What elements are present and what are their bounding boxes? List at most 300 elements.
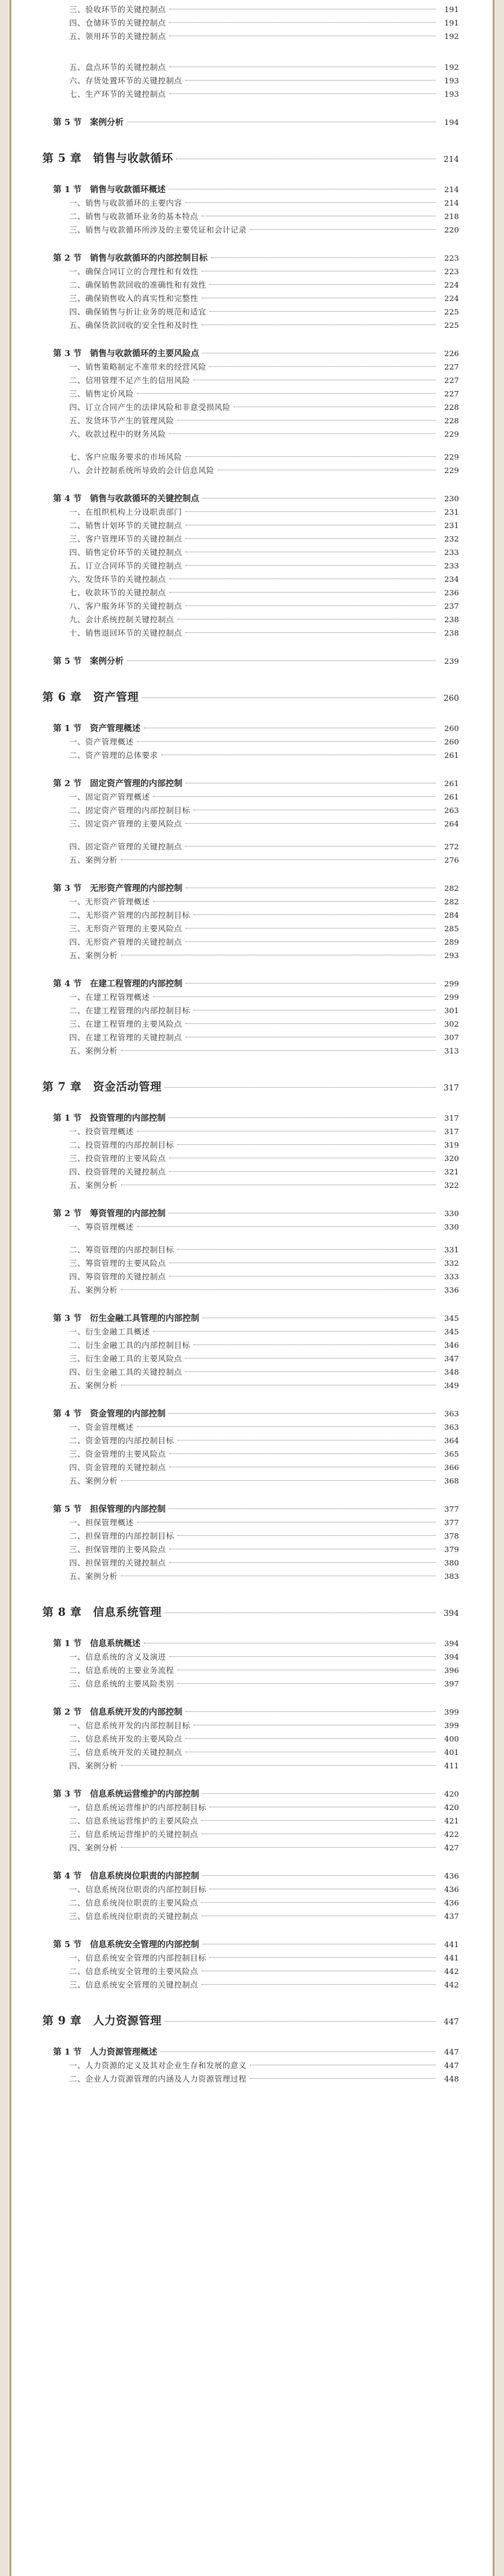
toc-item[interactable]: [42, 320, 459, 333]
toc-title: 一、固定资产管理概述: [69, 792, 150, 802]
dot-leader: [185, 80, 435, 81]
toc-title: 四、案例分析: [69, 1761, 118, 1770]
toc-chapter[interactable]: [42, 1603, 459, 1623]
page-number: 227: [444, 376, 459, 385]
toc-item[interactable]: [42, 75, 459, 89]
toc-item[interactable]: [42, 306, 459, 320]
page-number: 227: [444, 362, 459, 372]
dot-leader: [169, 1276, 435, 1277]
toc-item[interactable]: [42, 280, 459, 293]
toc-title: 一、担保管理概述: [69, 1518, 134, 1527]
toc-item[interactable]: [42, 402, 459, 415]
page-number: 436: [444, 1871, 459, 1881]
toc-title: 三、信息系统安全管理的关键控制点: [69, 1980, 198, 1989]
dot-leader: [210, 311, 435, 312]
page-number: 394: [444, 1652, 459, 1662]
page-number: 234: [444, 574, 459, 584]
toc-item[interactable]: [42, 1449, 459, 1462]
toc-title: 第 5 节 案例分析: [53, 117, 124, 127]
toc-section[interactable]: [42, 977, 459, 992]
toc-item[interactable]: [42, 1244, 459, 1258]
toc-item[interactable]: [42, 1180, 459, 1193]
toc-title: 第 3 节 销售与收款循环的主要风险点: [53, 348, 200, 358]
toc-section[interactable]: [42, 1312, 459, 1326]
toc-item[interactable]: [42, 1367, 459, 1380]
toc-item[interactable]: [42, 293, 459, 306]
page-number: 379: [444, 1545, 459, 1554]
dot-leader: [121, 1480, 435, 1481]
toc-item[interactable]: [42, 1045, 459, 1059]
toc-item[interactable]: [42, 1571, 459, 1584]
dot-leader: [137, 1226, 435, 1227]
page-number: 377: [444, 1518, 459, 1527]
toc-title: 一、筹资管理概述: [69, 1222, 134, 1232]
toc-chapter[interactable]: [42, 1078, 459, 1098]
toc-item[interactable]: [42, 791, 459, 805]
toc-item[interactable]: [42, 628, 459, 641]
page-number: 276: [444, 855, 459, 865]
toc-item[interactable]: [42, 1258, 459, 1271]
page-gap: [42, 44, 459, 62]
toc-item[interactable]: [42, 1140, 459, 1153]
toc-item[interactable]: [42, 614, 459, 628]
page-number: 397: [444, 1679, 459, 1688]
toc-title: 六、发货环节的关键控制点: [69, 574, 166, 584]
toc-title: 三、销售定价风险: [69, 389, 134, 398]
toc-item[interactable]: [42, 1720, 459, 1733]
toc-item[interactable]: [42, 31, 459, 44]
toc-title: 第 5 节 信息系统安全管理的内部控制: [53, 1939, 200, 1949]
toc-title: 一、资产管理概述: [69, 737, 134, 746]
toc-item[interactable]: [42, 2073, 459, 2087]
page-number: 192: [444, 62, 459, 72]
toc-title: 三、筹资管理的主要风险点: [69, 1258, 166, 1268]
page-number: 411: [444, 1761, 459, 1770]
toc-item[interactable]: [42, 736, 459, 750]
toc-title: 二、信息系统岗位职责的主要风险点: [69, 1898, 198, 1907]
toc-title: 第 4 节 在建工程管理的内部控制: [53, 978, 183, 988]
dot-leader: [177, 1440, 435, 1441]
toc-item[interactable]: [42, 1760, 459, 1774]
toc-item[interactable]: [42, 1678, 459, 1692]
toc-item[interactable]: [42, 855, 459, 868]
toc-title: 第 7 章 资金活动管理: [42, 1080, 162, 1093]
toc-item[interactable]: [42, 601, 459, 614]
toc-title: 五、案例分析: [69, 1476, 118, 1486]
dot-leader: [121, 859, 435, 860]
dot-leader: [169, 93, 435, 94]
dot-leader: [202, 1793, 435, 1794]
toc-section[interactable]: [42, 116, 459, 130]
toc-title: 三、信息系统的主要风险类别: [69, 1679, 174, 1688]
dot-leader: [169, 578, 435, 579]
toc-item[interactable]: [42, 1475, 459, 1489]
dot-leader: [121, 1765, 435, 1766]
toc-title: 一、衍生金融工具概述: [69, 1327, 150, 1336]
page-number: 299: [444, 979, 459, 988]
toc-title: 五、案例分析: [69, 1381, 118, 1390]
page-number: 194: [444, 118, 459, 127]
toc-chapter[interactable]: [42, 2012, 459, 2032]
page-number: 301: [444, 1006, 459, 1015]
toc-item[interactable]: [42, 805, 459, 818]
toc-item[interactable]: [42, 1815, 459, 1829]
toc-title: 三、确保销售收入的真实性和完整性: [69, 294, 198, 303]
page-number: 317: [444, 1083, 459, 1092]
toc-section[interactable]: [42, 1207, 459, 1221]
toc-item[interactable]: [42, 1557, 459, 1571]
toc-title: 二、资金管理的内部控制目标: [69, 1436, 174, 1445]
toc-item[interactable]: [42, 1966, 459, 1979]
page-number: 333: [444, 1272, 459, 1281]
toc-item[interactable]: [42, 429, 459, 442]
dot-leader: [185, 565, 435, 566]
toc-title: 四、确保销售与折让业务的规范和适宜: [69, 307, 206, 316]
toc-item[interactable]: [42, 547, 459, 560]
toc-item[interactable]: [42, 520, 459, 533]
toc-title: 四、案例分析: [69, 1843, 118, 1852]
toc-title: 四、固定资产管理的关键控制点: [69, 842, 182, 851]
toc-title: 一、人力资源的定义及其对企业生存和发展的意义: [69, 2061, 247, 2070]
toc-title: 一、在组织机构上分设职责部门: [69, 507, 182, 517]
toc-item[interactable]: [42, 1979, 459, 1993]
page-number: 345: [444, 1314, 459, 1323]
page-number: 224: [444, 294, 459, 303]
toc-item[interactable]: [42, 937, 459, 950]
dot-leader: [202, 1820, 435, 1821]
page-number: 229: [444, 452, 459, 462]
toc-title: 五、案例分析: [69, 951, 118, 960]
toc-item[interactable]: [42, 910, 459, 923]
page-number: 363: [444, 1409, 459, 1418]
page-number: 228: [444, 416, 459, 425]
toc-item[interactable]: [42, 560, 459, 574]
toc-title: 一、信息系统运营维护的内部控制目标: [69, 1803, 206, 1812]
toc-title: 第 3 节 无形资产管理的内部控制: [53, 883, 183, 893]
page-number: 238: [444, 628, 459, 638]
toc-item[interactable]: [42, 750, 459, 763]
toc-title: 一、无形资产管理概述: [69, 897, 150, 906]
toc-title: 八、客户服务环节的关键控制点: [69, 601, 182, 611]
page-number: 214: [444, 185, 459, 194]
dot-leader: [250, 229, 435, 230]
page-number: 441: [444, 1953, 459, 1963]
page-number: 330: [444, 1209, 459, 1218]
page-number: 282: [444, 897, 459, 906]
toc-item[interactable]: [42, 1126, 459, 1140]
page-number: 442: [444, 1967, 459, 1976]
toc-section[interactable]: [42, 251, 459, 266]
toc-item[interactable]: [42, 1531, 459, 1544]
toc-item[interactable]: [42, 1221, 459, 1235]
toc-section[interactable]: [42, 1938, 459, 1952]
page-number: 284: [444, 910, 459, 920]
toc-item[interactable]: [42, 1005, 459, 1019]
toc-item[interactable]: [42, 1842, 459, 1856]
toc-title: 第 1 节 人力资源管理概述: [53, 2047, 157, 2057]
page-number: 330: [444, 1222, 459, 1232]
dot-leader: [137, 393, 435, 394]
dot-leader: [169, 22, 435, 23]
dot-leader: [177, 1683, 435, 1684]
page-number: 319: [444, 1140, 459, 1150]
page-number: 345: [444, 1327, 459, 1336]
toc-title: 二、信息系统运营维护的主要风险点: [69, 1816, 198, 1826]
toc-item[interactable]: [42, 1353, 459, 1367]
page-number: 272: [444, 842, 459, 851]
page-number: 346: [444, 1340, 459, 1350]
toc-item[interactable]: [42, 198, 459, 211]
toc-item[interactable]: [42, 224, 459, 238]
toc-item[interactable]: [42, 1829, 459, 1842]
toc-section[interactable]: [42, 183, 459, 198]
page-number: 349: [444, 1381, 459, 1390]
toc-item[interactable]: [42, 361, 459, 375]
page-number: 263: [444, 806, 459, 815]
toc-title: 二、销售计划环节的关键控制点: [69, 521, 182, 530]
page-number: 383: [444, 1572, 459, 1581]
toc-item[interactable]: [42, 388, 459, 402]
toc-title: 三、信息系统运营维护的关键控制点: [69, 1830, 198, 1839]
toc-item[interactable]: [42, 452, 459, 465]
page-number: 427: [444, 1843, 459, 1852]
page-number: 436: [444, 1898, 459, 1907]
page-number: 364: [444, 1436, 459, 1445]
toc-item[interactable]: [42, 375, 459, 388]
toc-item[interactable]: [42, 89, 459, 102]
toc-item[interactable]: [42, 896, 459, 910]
toc-item[interactable]: [42, 1884, 459, 1897]
toc-page: [9, 0, 495, 2576]
toc-title: 第 2 节 固定资产管理的内部控制: [53, 778, 183, 788]
toc-title: 二、信息系统安全管理的主要风险点: [69, 1967, 198, 1976]
toc-item[interactable]: [42, 574, 459, 587]
toc-item[interactable]: [42, 533, 459, 547]
toc-item[interactable]: [42, 1422, 459, 1435]
toc-title: 第 8 章 信息系统管理: [42, 1606, 162, 1619]
toc-chapter[interactable]: [42, 149, 459, 169]
toc-item[interactable]: [42, 1019, 459, 1032]
page-number: 226: [444, 349, 459, 358]
page-number: 447: [444, 2061, 459, 2070]
dot-leader: [177, 420, 435, 421]
dot-leader: [169, 433, 435, 434]
toc-title: 三、衍生金融工具的主要风险点: [69, 1354, 182, 1363]
toc-item[interactable]: [42, 415, 459, 429]
dot-leader: [161, 2051, 435, 2052]
toc-item[interactable]: [42, 1166, 459, 1180]
toc-item[interactable]: [42, 818, 459, 832]
toc-item[interactable]: [42, 841, 459, 855]
toc-section[interactable]: [42, 1705, 459, 1720]
toc-item[interactable]: [42, 950, 459, 963]
dot-leader: [185, 823, 435, 824]
toc-section[interactable]: [42, 2045, 459, 2060]
toc-item[interactable]: [42, 1911, 459, 1924]
toc-title: 第 5 节 担保管理的内部控制: [53, 1504, 166, 1514]
dot-leader: [165, 2021, 435, 2022]
toc-title: 第 4 节 资金管理的内部控制: [53, 1408, 166, 1418]
toc-title: 第 1 节 投资管理的内部控制: [53, 1113, 166, 1123]
toc-title: 二、信用管理不足产生的信用风险: [69, 376, 190, 385]
toc-item[interactable]: [42, 211, 459, 224]
page-number: 368: [444, 1476, 459, 1486]
toc-item[interactable]: [42, 1285, 459, 1298]
dot-leader: [194, 1344, 435, 1345]
toc-section[interactable]: [42, 1111, 459, 1126]
page-number: 447: [444, 2017, 459, 2026]
toc-item[interactable]: [42, 1462, 459, 1475]
dot-leader: [185, 983, 435, 984]
dot-leader: [169, 1262, 435, 1263]
toc-item[interactable]: [42, 266, 459, 280]
toc-item[interactable]: [42, 923, 459, 937]
dot-leader: [169, 1453, 435, 1454]
dot-leader: [165, 1087, 435, 1088]
toc-section[interactable]: [42, 1869, 459, 1884]
dot-leader: [121, 1289, 435, 1290]
toc-item[interactable]: [42, 1032, 459, 1045]
toc-title: 五、案例分析: [69, 1046, 118, 1056]
toc-section[interactable]: [42, 777, 459, 791]
page-number: 293: [444, 951, 459, 960]
dot-leader: [169, 1117, 435, 1118]
toc-title: 七、客户应服务要求的市场风险: [69, 452, 182, 462]
dot-leader: [210, 366, 435, 367]
toc-title: 二、信息系统开发的主要风险点: [69, 1734, 182, 1744]
toc-item[interactable]: [42, 62, 459, 75]
toc-title: 四、筹资管理的关键控制点: [69, 1272, 166, 1281]
dot-leader: [211, 257, 435, 258]
dot-leader: [250, 2078, 435, 2079]
toc-section[interactable]: [42, 347, 459, 361]
toc-item[interactable]: [42, 1733, 459, 1747]
page-number: 366: [444, 1463, 459, 1472]
toc-section[interactable]: [42, 722, 459, 736]
toc-title: 一、信息系统岗位职责的内部控制目标: [69, 1885, 206, 1894]
toc-item[interactable]: [42, 1651, 459, 1665]
page-number: 260: [444, 737, 459, 746]
toc-item[interactable]: [42, 1544, 459, 1557]
page-number: 238: [444, 615, 459, 624]
page-number: 225: [444, 307, 459, 316]
page-number: 239: [444, 656, 459, 666]
page-number: 394: [444, 1608, 459, 1618]
toc-item[interactable]: [42, 1435, 459, 1449]
dot-leader: [185, 202, 435, 203]
toc-title: 一、信息系统安全管理的内部控制目标: [69, 1953, 206, 1963]
dot-leader: [169, 1171, 435, 1172]
dot-leader: [202, 498, 435, 499]
toc-item[interactable]: [42, 507, 459, 520]
toc-title: 四、无形资产管理的关键控制点: [69, 937, 182, 947]
dot-leader: [194, 914, 435, 915]
toc-chapter[interactable]: [42, 688, 459, 708]
toc-section[interactable]: [42, 1637, 459, 1651]
toc-item[interactable]: [42, 1747, 459, 1760]
toc-title: 五、案例分析: [69, 1285, 118, 1295]
toc-item[interactable]: [42, 1380, 459, 1393]
page-number: 420: [444, 1789, 459, 1799]
toc-section[interactable]: [42, 492, 459, 507]
dot-leader: [210, 284, 435, 285]
toc-section[interactable]: [42, 654, 459, 669]
page-number: 299: [444, 992, 459, 1002]
toc-item[interactable]: [42, 4, 459, 17]
toc-title: 第 2 节 销售与收款循环的内部控制目标: [53, 253, 208, 263]
toc-item[interactable]: [42, 1153, 459, 1166]
page-number: 302: [444, 1019, 459, 1029]
toc-item[interactable]: [42, 1802, 459, 1815]
toc-title: 十、销售退回环节的关键控制点: [69, 628, 182, 638]
toc-item[interactable]: [42, 1665, 459, 1678]
page-number: 437: [444, 1912, 459, 1921]
toc-item[interactable]: [42, 587, 459, 601]
toc-title: 六、存货处置环节的关键控制点: [69, 76, 182, 85]
toc-section[interactable]: [42, 1787, 459, 1802]
toc-item[interactable]: [42, 2060, 459, 2073]
page-number: 228: [444, 402, 459, 412]
toc-item[interactable]: [42, 1897, 459, 1911]
page-number: 321: [444, 1167, 459, 1176]
toc-section[interactable]: [42, 1502, 459, 1517]
toc-item[interactable]: [42, 1271, 459, 1285]
toc-item[interactable]: [42, 1326, 459, 1340]
toc-title: 三、担保管理的主要风险点: [69, 1545, 166, 1554]
page-number: 282: [444, 884, 459, 893]
page-number: 229: [444, 466, 459, 475]
toc-title: 二、投资管理的内部控制目标: [69, 1140, 174, 1150]
dot-leader: [185, 1023, 435, 1024]
toc-title: 二、担保管理的内部控制目标: [69, 1531, 174, 1541]
page-number: 380: [444, 1558, 459, 1568]
dot-leader: [137, 1426, 435, 1427]
dot-leader: [153, 996, 435, 997]
page-number: 442: [444, 1980, 459, 1989]
toc-title: 三、无形资产管理的主要风险点: [69, 924, 182, 933]
page-number: 214: [444, 155, 459, 164]
page-number: 336: [444, 1285, 459, 1295]
toc-title: 二、无形资产管理的内部控制目标: [69, 910, 190, 920]
toc-title: 三、投资管理的主要风险点: [69, 1154, 166, 1163]
toc-title: 三、验收环节的关键控制点: [69, 5, 166, 14]
page-number: 331: [444, 1245, 459, 1254]
dot-leader: [177, 1249, 435, 1250]
dot-leader: [185, 1738, 435, 1739]
toc-title: 四、销售定价环节的关键控制点: [69, 548, 182, 557]
toc-item[interactable]: [42, 992, 459, 1005]
toc-item[interactable]: [42, 1340, 459, 1353]
toc-item[interactable]: [42, 1952, 459, 1966]
page-number: 260: [444, 693, 459, 703]
page-number: 307: [444, 1033, 459, 1042]
page-number: 264: [444, 819, 459, 828]
toc-title: 三、销售与收款循环所涉及的主要凭证和会计记录: [69, 225, 247, 234]
toc-section[interactable]: [42, 882, 459, 896]
toc-title: 一、销售与收款循环的主要内容: [69, 198, 182, 208]
toc-title: 二、衍生金融工具的内部控制目标: [69, 1340, 190, 1350]
toc-title: 五、确保货款回收的安全性和及时性: [69, 320, 198, 330]
toc-item[interactable]: [42, 465, 459, 478]
toc-item[interactable]: [42, 1517, 459, 1531]
toc-item[interactable]: [42, 17, 459, 31]
dot-leader: [202, 1875, 435, 1876]
dot-leader: [234, 406, 435, 407]
page-number: 214: [444, 198, 459, 208]
toc-section[interactable]: [42, 1407, 459, 1422]
toc-title: 五、案例分析: [69, 1180, 118, 1190]
page-number: 223: [444, 253, 459, 263]
